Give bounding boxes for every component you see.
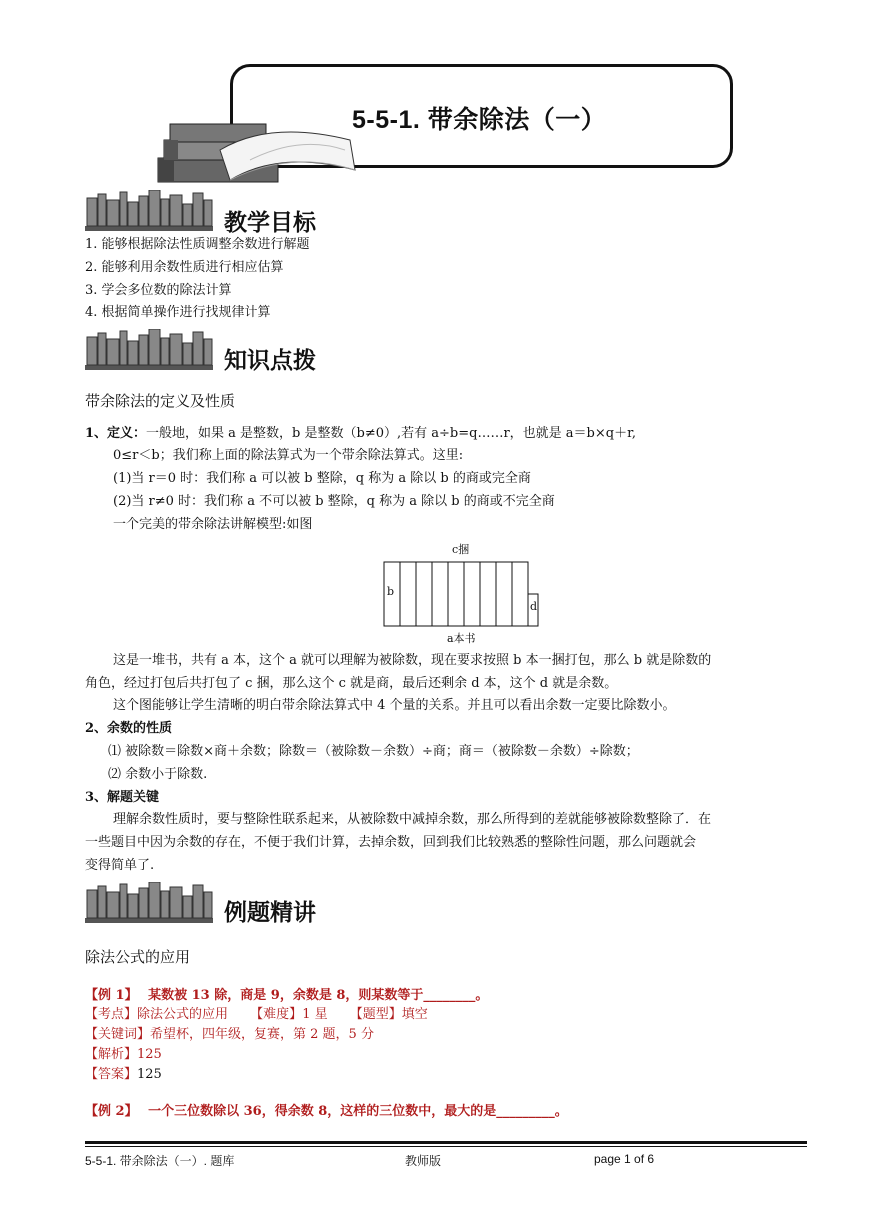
section-title-goals: 教学目标 bbox=[224, 209, 316, 235]
section-title-examples: 例题精讲 bbox=[224, 899, 316, 925]
example-1-label: 【例 1】 bbox=[85, 988, 138, 1003]
type-label: 【题型】 bbox=[349, 1007, 402, 1022]
definition-line: 0≤r＜b；我们称上面的除法算式为一个带余除法算式。这里: bbox=[113, 448, 464, 463]
figure-right-label: d bbox=[530, 600, 538, 613]
section-title-knowledge: 知识点拨 bbox=[224, 347, 316, 373]
goal-item: 1. 能够根据除法性质调整余数进行解题 bbox=[85, 237, 310, 252]
difficulty-label: 【难度】 bbox=[250, 1007, 303, 1022]
bookshelf-icon bbox=[85, 882, 213, 924]
page-title: 5-5-1. 带余除法（一） bbox=[352, 106, 607, 134]
subheading-formula: 除法公式的应用 bbox=[85, 948, 191, 966]
footer-page-number: page 1 of 6 bbox=[594, 1152, 655, 1166]
point-value: 除法公式的应用 bbox=[137, 1007, 229, 1022]
keywords-value: 希望杯，四年级，复赛，第 2 题，5 分 bbox=[150, 1027, 374, 1042]
answer-label: 【答案】 bbox=[85, 1067, 138, 1082]
keywords-label: 【关键词】 bbox=[85, 1027, 151, 1042]
difficulty-value: 1 星 bbox=[302, 1007, 328, 1022]
property-label: 2、余数的性质 bbox=[85, 721, 173, 736]
type-value: 填空 bbox=[401, 1007, 428, 1022]
definition-line: (2)当 r≠0 时：我们称 a 不可以被 b 整除，q 称为 a 除以 b 的商或不完全商 bbox=[113, 494, 555, 509]
goal-item: 4. 根据简单操作进行找规律计算 bbox=[85, 305, 271, 320]
analysis-label: 【解析】 bbox=[85, 1047, 138, 1062]
key-label: 3、解题关键 bbox=[85, 790, 160, 805]
example-2-text: 一个三位数除以 36，得余数 8，这样的三位数中，最大的是_________。 bbox=[148, 1104, 568, 1119]
definition-text: 一般地，如果 a 是整数，b 是整数（b≠0）,若有 a÷b=q……r，也就是 a＝b×q＋r, bbox=[146, 426, 636, 441]
footer-left: 5-5-1. 带余除法（一）. 题库 bbox=[85, 1154, 235, 1168]
example-1-answer bbox=[85, 1065, 162, 1085]
bookshelf-icon bbox=[85, 190, 213, 232]
figure-top-label: c捆 bbox=[452, 543, 470, 556]
key-line: 变得简单了. bbox=[85, 858, 155, 873]
figure-left-label: b bbox=[387, 585, 395, 598]
example-2-label: 【例 2】 bbox=[85, 1104, 138, 1119]
footer-center: 教师版 bbox=[405, 1154, 442, 1168]
example-2-question bbox=[85, 1102, 568, 1122]
example-1-analysis bbox=[85, 1045, 162, 1065]
analysis-value: 125 bbox=[137, 1047, 162, 1062]
definition-line: (1)当 r＝0 时：我们称 a 可以被 b 整除，q 称为 a 除以 b 的商或完全商 bbox=[113, 471, 531, 486]
subheading-definition: 带余除法的定义及性质 bbox=[85, 392, 236, 410]
footer-rule bbox=[85, 1146, 807, 1147]
example-1-keywords bbox=[85, 1025, 374, 1045]
key-line: 一些题目中因为余数的存在，不便于我们计算，去掉余数，回到我们比较熟悉的整除性问题，那么问题就会 bbox=[85, 835, 697, 850]
definition-line: 一个完美的带余除法讲解模型:如图 bbox=[113, 517, 313, 532]
answer-value: 125 bbox=[137, 1067, 162, 1082]
definition-line bbox=[85, 424, 636, 444]
explain-line: 角色，经过打包后共打包了 c 捆，那么这个 c 就是商，最后还剩余 d 本，这个 d 就是余数。 bbox=[85, 676, 618, 691]
example-1-question bbox=[85, 986, 488, 1006]
books-illustration-icon bbox=[150, 110, 360, 190]
goal-item: 2. 能够利用余数性质进行相应估算 bbox=[85, 260, 284, 275]
footer-rule bbox=[85, 1141, 807, 1144]
definition-label: 1、定义： bbox=[85, 426, 147, 441]
bookshelf-icon bbox=[85, 329, 213, 371]
figure-bottom-label: a本书 bbox=[447, 632, 476, 645]
explain-line: 这是一堆书，共有 a 本，这个 a 就可以理解为被除数，现在要求按照 b 本一捆打包，那么 b 就是除数的 bbox=[113, 653, 712, 668]
point-label: 【考点】 bbox=[85, 1007, 138, 1022]
property-line: ⑵ 余数小于除数. bbox=[108, 767, 208, 782]
example-1-text: 某数被 13 除，商是 9，余数是 8，则某数等于________。 bbox=[148, 988, 489, 1003]
key-line: 理解余数性质时，要与整除性联系起来，从被除数中减掉余数，那么所得到的差就能够被除数整除了．在 bbox=[113, 812, 712, 827]
property-line: ⑴ 被除数＝除数×商＋余数；除数＝（被除数－余数）÷商；商＝（被除数－余数）÷除数； bbox=[108, 744, 639, 759]
explain-line: 这个图能够让学生清晰的明白带余除法算式中 4 个量的关系。并且可以看出余数一定要比除数小。 bbox=[113, 698, 676, 713]
example-1-meta bbox=[85, 1005, 428, 1025]
goal-item: 3. 学会多位数的除法计算 bbox=[85, 283, 232, 298]
